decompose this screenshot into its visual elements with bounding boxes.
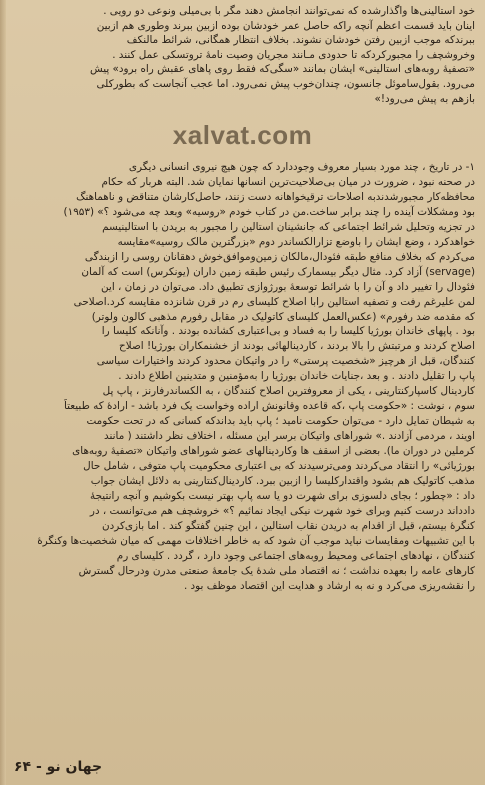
text-line: «تصفیهٔ روبه‌های استالینی» ایشان بمانند «سگی‌که فقط روی پاهای عقبش راه برود» پیش [89,63,475,76]
watermark: xalvat.com [172,120,313,150]
text-line: بود ومشکلات آینده را چند برابر ساخت.من در کتاب خودم «روسیه» وبعد چه می‌شود ؟» (۱۹۵۳) [63,205,475,218]
text-line: را نقشه‌ریزی می‌کرد و نه به ارشاد و هدایت این اقتصاد موظف بود . [183,579,475,592]
text-line: کاردینال کاسپارکنتارینی ، یکی از معروفترین اصلاح کنندگان ، به الکساندرفارنز ، پاپ پل [102,385,475,398]
text-line: اصلاح کردند و مرتبتش را بالا بردند ، کاردینالهائی بودند از خشنمکاران بورژیا! اصلاح [119,340,475,353]
text-line: اویند ، مردمی آزادند .» شوراهای واتیکان برسر این مسئله ، اختلاف نظر داشتند ( مانند [104,430,475,443]
text-line: داد : «چطور ؛ بجای دلسوزی برای شهرت دو یا سه پاپ بهتر نیست بکوشیم و آنچه رانتیجهٔ [90,489,475,502]
text-line: در صحنه نبود ، ضرورت در میان بی‌صلاحیت‌ترین انسانها نمایان شد. البته هربار که حکام [101,175,475,188]
text-line: خواهدکرد ، وضع ایشان را باوضع تزارالکساندر دوم «بزرگترین مالک روسیه»مقایسه [117,235,475,248]
page-edge-shadow [0,0,6,785]
text-line: محافظه‌کار مجبورشدندبه اصلاحات ترقیخواهانه دست زنند، حاصل‌کارشان متناقض و ناهماهنگ [76,190,475,203]
text-line: ۱- در تاریخ ، چند مورد بسیار معروف وجوددارد که چون هیچ نیروی انسانی دیگری [128,161,475,173]
footnote-paragraph [14,160,475,594]
text-line: به شیطان تمایل دارد - می‌توان حکومت نامید ؛ پاپ باید بداندکه کسانی که در تحت حکومت [86,415,475,428]
text-line: پاپ را تقلیل دادند . و بعد ،جنایات خاندان بورژیا را به‌مؤمنین و متدینین اطلاع دادند . [118,370,475,383]
text-line: می‌رود. بقول‌ساموئل جانسون، چندان‌خوب پیش نمی‌رود. اما عجب آنجاست که بطورکلی [96,77,475,90]
text-line: که مقدمه ضد رفورم» (عکس‌العمل کلیسای کاتولیک در مقابل رفورم مذهبی کالون ولوتر) [91,310,475,323]
text-line: در تجزیه وتحلیل شرائط اجتماعی که جانشینان استالین را مجبور به بریدن با استالینیسم [102,220,475,233]
text-line: بازهم به پیش می‌رود!» [374,92,475,105]
text-line: دادداند درست کنیم وبرای خود شهرت نیکی ایجاد نمائیم ؟» خروشچف هم می‌توانست ، در [89,504,475,517]
text-line: کنندگان، قبل از هرچیز «شخصیت پرستی» را در واتیکان محدود کردند واختیارات سیاسی [96,355,475,368]
text-line: فئودال را تغییر داد و آن را با شرائط توسعهٔ بورژوازی تطبیق داد. می‌توان در زمان ، این [101,280,475,293]
text-line: کرملین در دوران ما). بعضی از اسقف ها وکاردینالهای عضو شوراهای واتیکان «تصفیهٔ روبه‌های [72,445,475,458]
text-line: می‌کردم که بخلاف منافع طبقه فئودال،مالکان زمین‌وموافق‌خوش دهقانان روسی را ازبندگی [84,250,475,263]
text-line: خود استالینی‌ها واگذارشده که نمی‌توانند انجامش دهند مگر با بی‌میلی ونوعی دو رویی . [103,5,475,17]
top-paragraph [14,4,475,106]
text-line: (servage) آزاد کرد. مثال دیگر بیسمارک رئیس طبقه زمین داران (یونکرس) است که آلمان [81,265,475,278]
text-line: کنندگان ، نهادهای اجتماعی ومحیط روبه‌های اجتماعی وجود دارد ، گردد . کلیسای رم [116,549,475,562]
page-footer: جهان نو - ۶۴ [14,759,103,775]
text-line: با این تشبیهات ومقایسات نباید موجب آن شود که به خاطر اختلافات مهمی که میان شخصیت‌ها وکنگرهٔ [37,534,475,547]
text-line: مذهب کاتولیک هم بشود واقتدارکلیسا را ازبین ببرد. کاردینال‌کنتارینی به دلائل ایشان جواب [90,475,475,488]
text-line: ببرندکه موجب ازبین رفتن خودشان نشوند. بخلاف انتظار همگانی، شرائط مالنکف [126,34,475,47]
text-line: بود . پاپهای خاندان بورژیا کلیسا را به فساد و بی‌اعتباری کشانده بودند . وآنانکه کلیسا را [101,325,475,338]
text-line: کنگرهٔ بیستم، قبل از اقدام به دریدن نقاب استالین ، این چنین گفتگو کند . اما بازی‌کردن [101,519,475,532]
text-line: سوم ، نوشت : «حکومت پاپ ،که قاعده وقانونش اراده وخواست یک فرد باشد - ارادهٔ که طبیعتاً [63,400,475,413]
text-line: وخروشچف را مجبورکردکه تا حدودی مـانند مجریان وصیت نامهٔ تروتسکی عمل کنند . [112,48,475,61]
text-line: اینان باید قسمت اعظم آنچه راکه حاصل عمر خودشان بوده ازبین ببرند وطوری هم ازبین [96,19,475,32]
text-line: کارهای عامه را بعهده نداشت ؛ نه اقتصاد ملی شدهٔ یک جامعهٔ صنعتی مدرن ودرحال گسترش [78,564,475,577]
text-line: لمن علیرغم رفت و تصفیه استالین رابا اصلاح کلیسای رم در قرن شانزده مقایسه کرد.اصلاحی [73,295,475,308]
text-line: بورژیائی» را انتقاد می‌کردند ومی‌ترسیدند که بی اعتباری محکومیت پاپ متوفی ، شامل حال [83,460,475,473]
